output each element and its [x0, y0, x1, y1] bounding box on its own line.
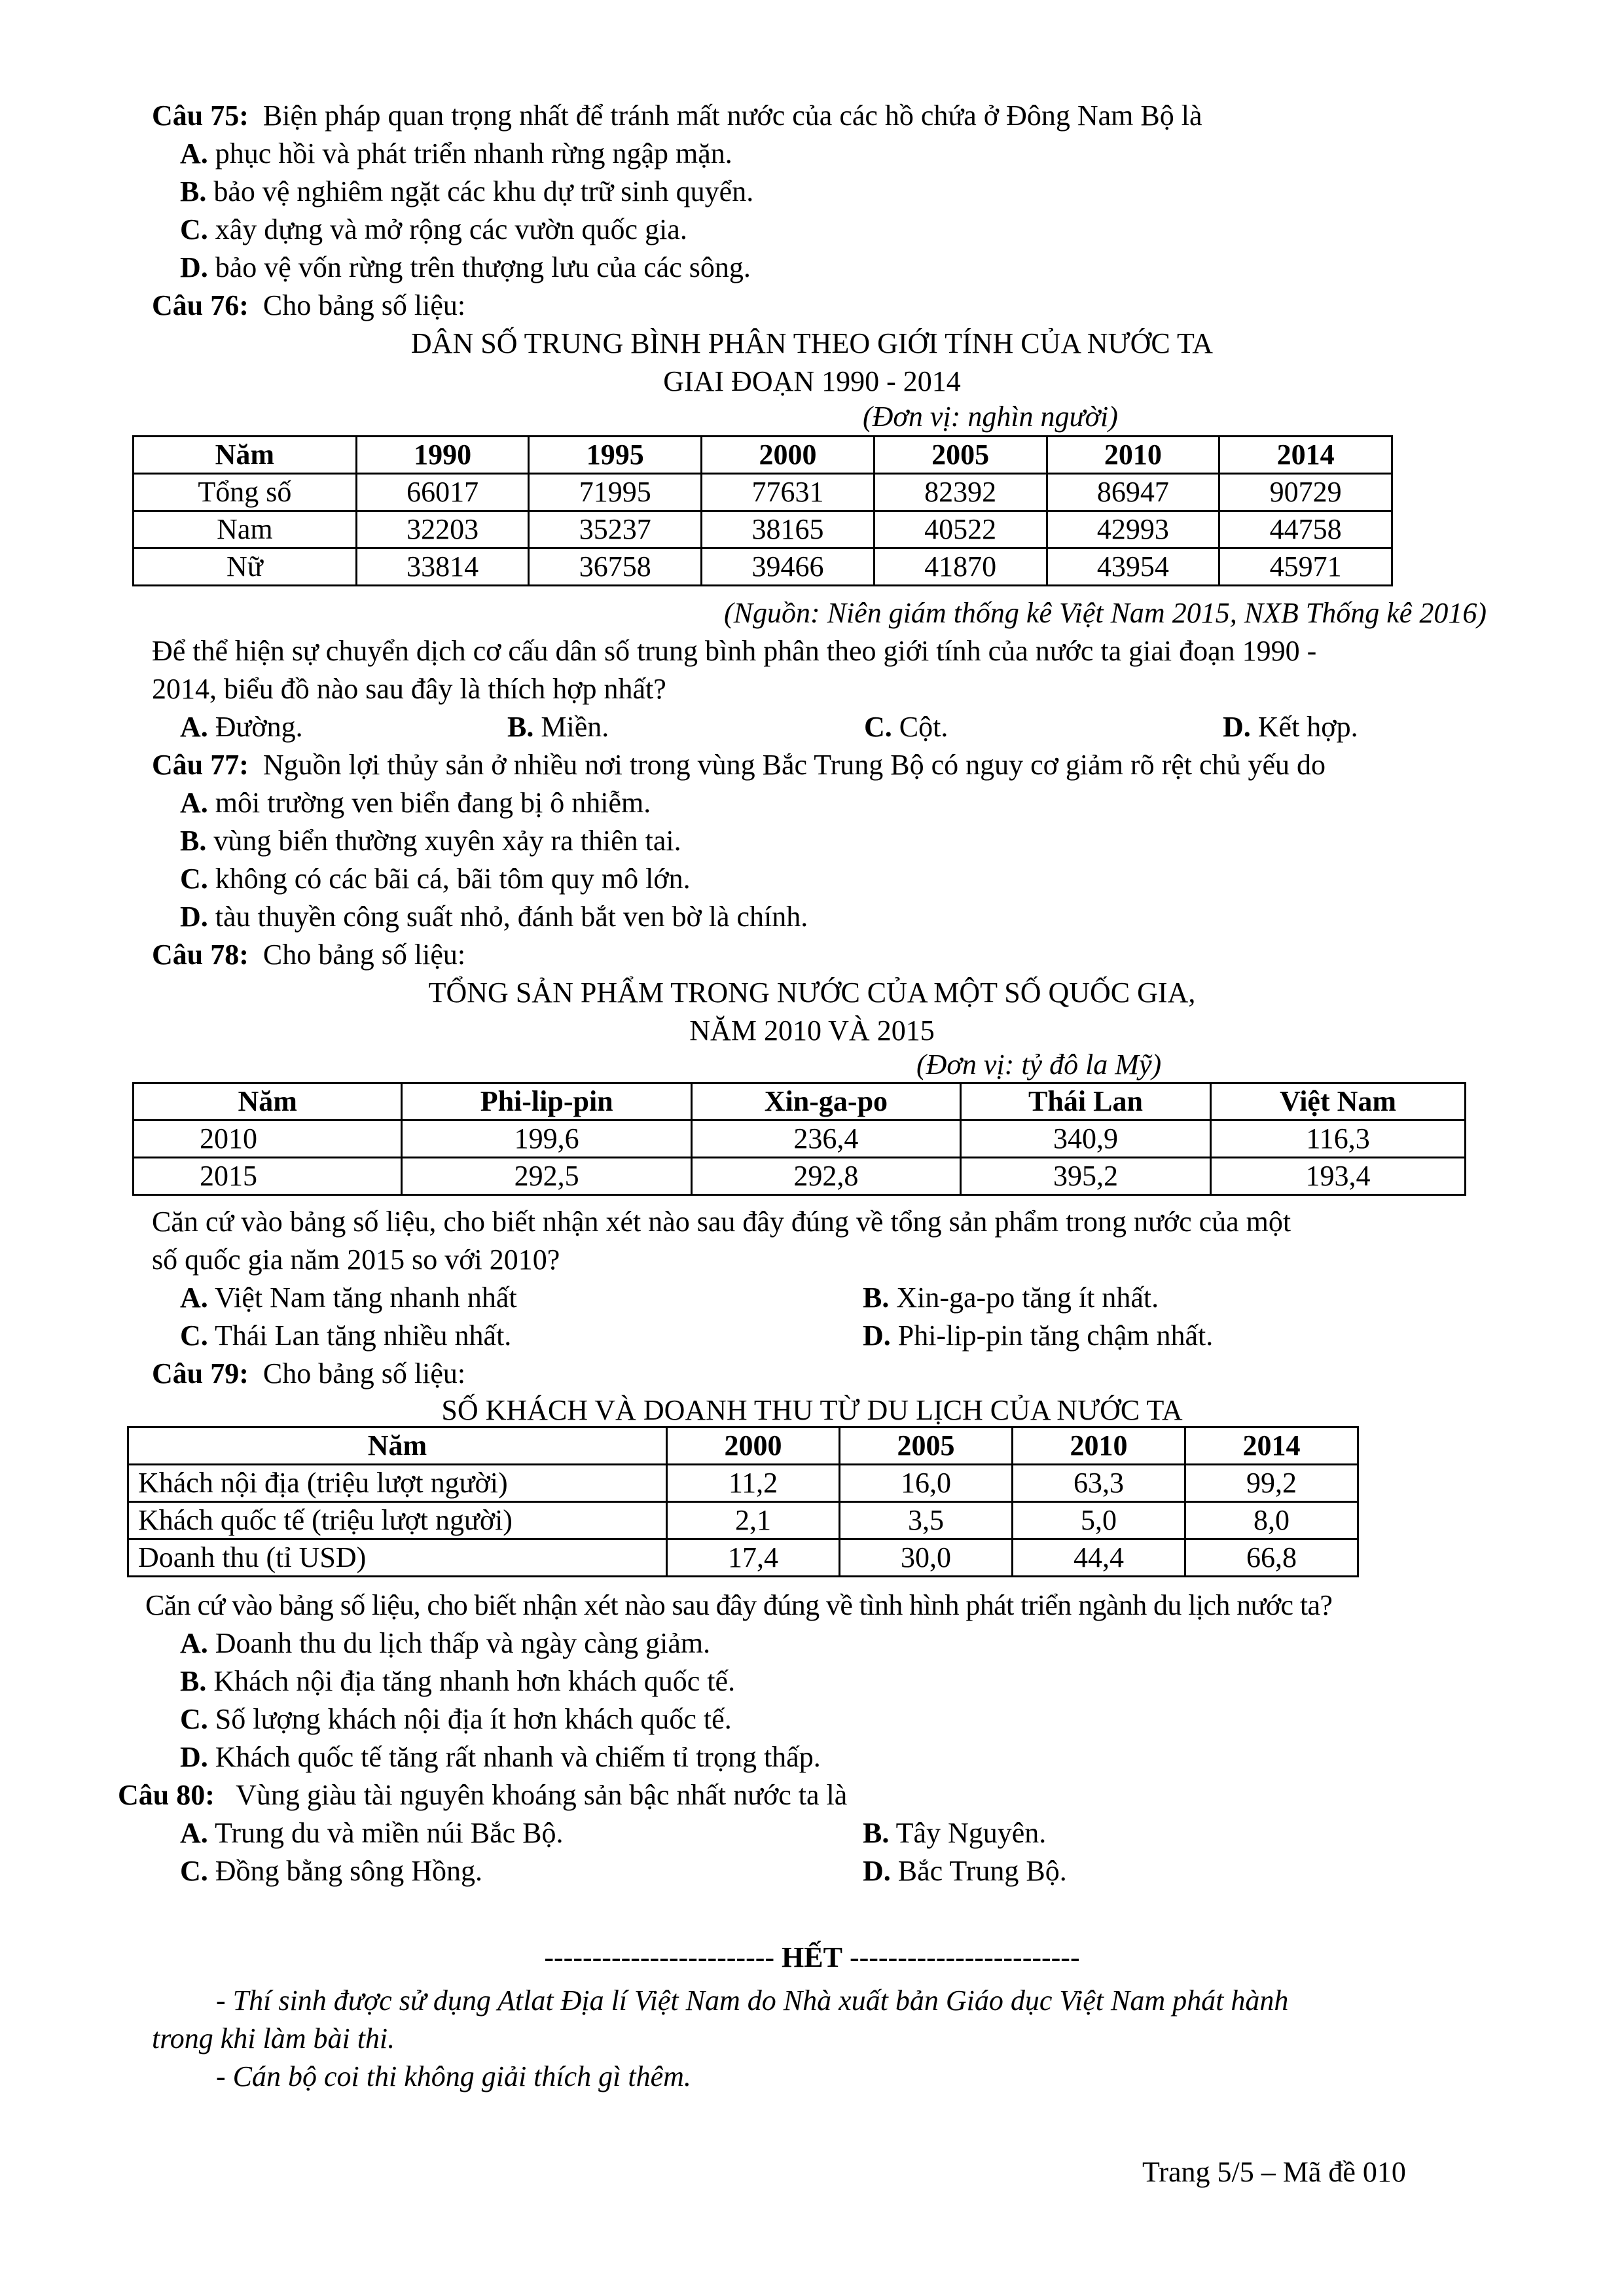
option-text: Việt Nam tăng nhanh nhất	[215, 1282, 517, 1314]
table-cell: 44758	[1219, 511, 1392, 548]
option-key: C.	[180, 1703, 208, 1735]
option-key: A.	[180, 787, 208, 819]
option-text: phục hồi và phát triển nhanh rừng ngập mặn.	[215, 137, 732, 170]
option-key: D.	[863, 1855, 891, 1887]
table-cell: 292,5	[402, 1158, 692, 1195]
option-text: Khách nội địa tăng nhanh hơn khách quốc tế.	[213, 1665, 736, 1697]
option-b	[863, 1279, 1159, 1317]
question-text: Căn cứ vào bảng số liệu, cho biết nhận xét nào sau đây đúng về tình hình phát triển ngành du lịch nước ta?	[145, 1589, 1333, 1621]
option-c	[864, 708, 948, 746]
option-key: D.	[1223, 711, 1251, 743]
table-cell: 43954	[1047, 548, 1219, 586]
option-c	[180, 1317, 511, 1355]
table-cell: 86947	[1047, 474, 1219, 511]
option-c	[180, 211, 687, 249]
option-d	[180, 898, 808, 936]
option-text: môi trường ven biển đang bị ô nhiễm.	[215, 787, 651, 819]
option-a	[180, 784, 651, 822]
table-cell: 36758	[529, 548, 702, 586]
table-cell: 63,3	[1013, 1465, 1185, 1502]
option-key: C.	[180, 1855, 208, 1887]
question-text: Cho bảng số liệu:	[262, 939, 466, 971]
question-text: Nguồn lợi thủy sản ở nhiều nơi trong vùng Bắc Trung Bộ có nguy cơ giảm rõ rệt chủ yếu do	[262, 749, 1326, 781]
row-label: 2015	[134, 1158, 402, 1195]
table-cell: 66017	[356, 474, 529, 511]
option-text: Đồng bằng sông Hồng.	[215, 1855, 482, 1887]
table-cell: 236,4	[691, 1121, 960, 1158]
table-cell: 90729	[1219, 474, 1392, 511]
row-label: 2010	[134, 1121, 402, 1158]
option-c	[180, 1700, 732, 1738]
table-cell: 8,0	[1185, 1502, 1358, 1539]
option-text: bảo vệ nghiêm ngặt các khu dự trữ sinh quyển.	[213, 175, 754, 207]
table-cell: 40522	[874, 511, 1047, 548]
option-key: B.	[180, 825, 207, 857]
table-cell: 66,8	[1185, 1539, 1358, 1577]
table-cell: 71995	[529, 474, 702, 511]
header-cell: 2014	[1185, 1427, 1358, 1465]
end-marker	[0, 1939, 1624, 1977]
question-text: Vùng giàu tài nguyên khoáng sản bậc nhất nước ta là	[236, 1779, 848, 1811]
option-text: không có các bãi cá, bãi tôm quy mô lớn.	[215, 863, 691, 895]
note-proctor: - Cán bộ coi thi không giải thích gì thêm.	[216, 2060, 691, 2092]
option-text: Doanh thu du lịch thấp và ngày càng giảm.	[215, 1627, 711, 1659]
header-cell: Thái Lan	[960, 1083, 1210, 1121]
table-cell: 292,8	[691, 1158, 960, 1195]
option-key: B.	[507, 711, 534, 743]
gdp-table	[132, 1082, 1466, 1196]
table-row	[134, 474, 1392, 511]
table-row	[128, 1465, 1358, 1502]
option-d	[180, 249, 751, 287]
option-text: Miền.	[541, 711, 609, 743]
header-cell: 2000	[702, 437, 875, 474]
table-cell: 38165	[702, 511, 875, 548]
population-table	[132, 435, 1393, 586]
option-text: Tây Nguyên.	[895, 1817, 1047, 1849]
option-a	[180, 1814, 563, 1852]
table-row	[134, 1158, 1466, 1195]
option-key: A.	[180, 1817, 208, 1849]
row-label: Nữ	[134, 548, 357, 586]
option-a	[180, 135, 732, 173]
table-title: DÂN SỐ TRUNG BÌNH PHÂN THEO GIỚI TÍNH CỦA NƯỚC TA	[410, 327, 1214, 359]
header-cell: Năm	[128, 1427, 667, 1465]
option-key: C.	[180, 213, 208, 245]
table-cell: 16,0	[840, 1465, 1013, 1502]
header-cell: 2010	[1047, 437, 1219, 474]
option-text: vùng biển thường xuyên xảy ra thiên tai.	[213, 825, 681, 857]
question-text: Căn cứ vào bảng số liệu, cho biết nhận xét nào sau đây đúng về tổng sản phẩm trong nước của một	[152, 1206, 1291, 1238]
table-cell: 45971	[1219, 548, 1392, 586]
option-d	[863, 1852, 1067, 1890]
option-d	[863, 1317, 1213, 1355]
table-cell: 32203	[356, 511, 529, 548]
table-row	[128, 1539, 1358, 1577]
table-cell: 199,6	[402, 1121, 692, 1158]
option-text: Trung du và miền núi Bắc Bộ.	[215, 1817, 564, 1849]
option-text: Thái Lan tăng nhiều nhất.	[215, 1319, 512, 1352]
option-key: D.	[863, 1319, 891, 1352]
option-text: Xin-ga-po tăng ít nhất.	[896, 1282, 1159, 1314]
table-row	[134, 511, 1392, 548]
question-text: Cho bảng số liệu:	[262, 289, 466, 321]
question-75	[152, 97, 1202, 135]
option-key: B.	[863, 1282, 890, 1314]
option-key: D.	[180, 1741, 208, 1773]
table-cell: 2,1	[667, 1502, 840, 1539]
option-key: A.	[180, 1627, 208, 1659]
option-text: tàu thuyền công suất nhỏ, đánh bắt ven bờ là chính.	[215, 901, 808, 933]
option-text: Phi-lip-pin tăng chậm nhất.	[897, 1319, 1214, 1352]
question-78	[152, 936, 465, 974]
option-b	[180, 1662, 735, 1700]
option-c	[180, 860, 691, 898]
table-header-row	[134, 437, 1392, 474]
option-key: B.	[180, 1665, 207, 1697]
option-text: xây dựng và mở rộng các vườn quốc gia.	[215, 213, 687, 245]
option-key: D.	[180, 251, 208, 283]
table-row	[134, 548, 1392, 586]
question-text: Biện pháp quan trọng nhất để tránh mất nước của các hồ chứa ở Đông Nam Bộ là	[262, 99, 1202, 132]
question-79	[152, 1355, 465, 1393]
table-unit: (Đơn vị: nghìn người)	[863, 401, 1118, 433]
header-cell: 2010	[1013, 1427, 1185, 1465]
option-b	[180, 822, 681, 860]
table-header-row	[134, 1083, 1466, 1121]
header-cell: 2014	[1219, 437, 1392, 474]
question-76	[152, 287, 465, 325]
row-label: Nam	[134, 511, 357, 548]
table-cell: 35237	[529, 511, 702, 548]
table-cell: 77631	[702, 474, 875, 511]
table-cell: 340,9	[960, 1121, 1210, 1158]
option-key: D.	[180, 901, 208, 933]
option-text: Kết hợp.	[1257, 711, 1358, 743]
table-title: TỔNG SẢN PHẨM TRONG NƯỚC CỦA MỘT SỐ QUỐC GIA,	[428, 977, 1196, 1009]
option-key: B.	[863, 1817, 890, 1849]
table-source: (Nguồn: Niên giám thống kê Việt Nam 2015, NXB Thống kê 2016)	[723, 597, 1487, 629]
option-d	[180, 1738, 821, 1776]
question-text: Để thể hiện sự chuyển dịch cơ cấu dân số trung bình phân theo giới tính của nước ta giai đoạn 1990 -	[152, 635, 1317, 667]
option-b	[863, 1814, 1046, 1852]
option-text: Cột.	[899, 711, 948, 743]
table-subtitle: GIAI ĐOẠN 1990 - 2014	[663, 365, 961, 397]
table-cell: 33814	[356, 548, 529, 586]
question-text: Cho bảng số liệu:	[262, 1357, 466, 1390]
header-cell: Phi-lip-pin	[402, 1083, 692, 1121]
header-cell: Xin-ga-po	[691, 1083, 960, 1121]
header-cell: Năm	[134, 437, 357, 474]
question-text: 2014, biểu đồ nào sau đây là thích hợp nhất?	[152, 673, 666, 705]
table-unit: (Đơn vị: tỷ đô la Mỹ)	[916, 1049, 1162, 1081]
option-text: bảo vệ vốn rừng trên thượng lưu của các sông.	[215, 251, 751, 283]
note-atlas-cont: trong khi làm bài thi.	[152, 2022, 395, 2054]
option-d	[1223, 708, 1358, 746]
end-dashes-right: ------------------------	[849, 1941, 1080, 1973]
header-cell: 2000	[667, 1427, 840, 1465]
question-text: số quốc gia năm 2015 so với 2010?	[152, 1244, 560, 1276]
row-label: Tổng số	[134, 474, 357, 511]
table-cell: 3,5	[840, 1502, 1013, 1539]
end-dashes-left: ------------------------	[544, 1941, 775, 1973]
table-cell: 193,4	[1211, 1158, 1466, 1195]
header-cell: 1995	[529, 437, 702, 474]
option-text: Bắc Trung Bộ.	[897, 1855, 1067, 1887]
header-cell: 2005	[840, 1427, 1013, 1465]
row-label: Khách quốc tế (triệu lượt người)	[128, 1502, 667, 1539]
table-cell: 41870	[874, 548, 1047, 586]
row-label: Khách nội địa (triệu lượt người)	[128, 1465, 667, 1502]
option-b	[180, 173, 753, 211]
table-cell: 395,2	[960, 1158, 1210, 1195]
table-cell: 82392	[874, 474, 1047, 511]
option-text: Số lượng khách nội địa ít hơn khách quốc tế.	[215, 1703, 732, 1735]
option-key: A.	[180, 1282, 208, 1314]
table-row	[128, 1502, 1358, 1539]
option-key: B.	[180, 175, 207, 207]
table-cell: 42993	[1047, 511, 1219, 548]
option-a	[180, 1279, 517, 1317]
table-cell: 116,3	[1211, 1121, 1466, 1158]
question-label: Câu 75:	[152, 99, 249, 132]
table-subtitle: NĂM 2010 VÀ 2015	[689, 1014, 935, 1047]
question-label: Câu 77:	[152, 749, 249, 781]
page-footer: Trang 5/5 – Mã đề 010	[1142, 2156, 1406, 2188]
table-cell: 11,2	[667, 1465, 840, 1502]
table-header-row	[128, 1427, 1358, 1465]
table-cell: 39466	[702, 548, 875, 586]
table-cell: 30,0	[840, 1539, 1013, 1577]
question-label: Câu 79:	[152, 1357, 249, 1390]
option-key: C.	[864, 711, 892, 743]
option-a	[180, 708, 303, 746]
table-cell: 99,2	[1185, 1465, 1358, 1502]
option-key: A.	[180, 711, 208, 743]
question-label: Câu 80:	[118, 1779, 215, 1811]
table-title: SỐ KHÁCH VÀ DOANH THU TỪ DU LỊCH CỦA NƯỚC TA	[441, 1394, 1183, 1426]
option-text: Đường.	[215, 711, 303, 743]
option-b	[507, 708, 609, 746]
option-text: Khách quốc tế tăng rất nhanh và chiếm tỉ trọng thấp.	[215, 1741, 821, 1773]
question-77	[152, 746, 1326, 784]
header-cell: 1990	[356, 437, 529, 474]
option-key: C.	[180, 1319, 208, 1352]
row-label: Doanh thu (tỉ USD)	[128, 1539, 667, 1577]
header-cell: 2005	[874, 437, 1047, 474]
option-c	[180, 1852, 482, 1890]
note-atlas: - Thí sinh được sử dụng Atlat Địa lí Việt Nam do Nhà xuất bản Giáo dục Việt Nam phát hành	[216, 1984, 1289, 2017]
question-label: Câu 76:	[152, 289, 249, 321]
question-80	[118, 1776, 847, 1814]
end-label: HẾT	[782, 1941, 842, 1973]
option-a	[180, 1624, 710, 1662]
option-key: A.	[180, 137, 208, 170]
table-cell: 17,4	[667, 1539, 840, 1577]
table-row	[134, 1121, 1466, 1158]
tourism-table	[127, 1426, 1359, 1577]
option-key: C.	[180, 863, 208, 895]
table-cell: 5,0	[1013, 1502, 1185, 1539]
question-label: Câu 78:	[152, 939, 249, 971]
table-cell: 44,4	[1013, 1539, 1185, 1577]
header-cell: Năm	[134, 1083, 402, 1121]
header-cell: Việt Nam	[1211, 1083, 1466, 1121]
